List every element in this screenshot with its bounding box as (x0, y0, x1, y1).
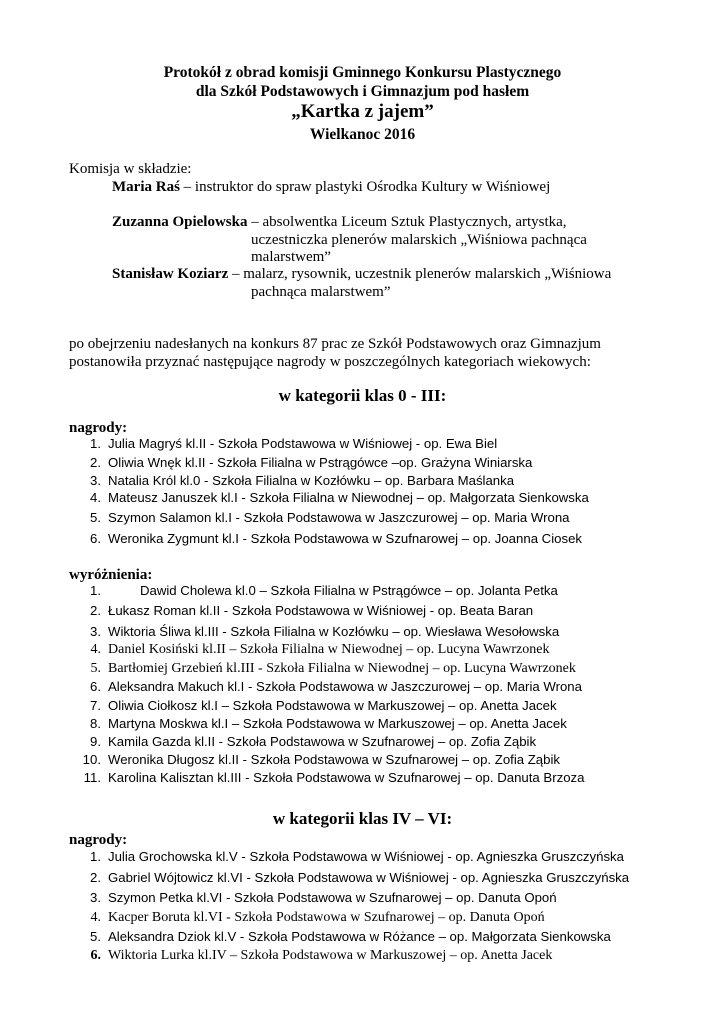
list-item: 5. Aleksandra Dziok kl.V - Szkoła Podstawowa w Różance – op. Małgorzata Sienkowska (90, 929, 611, 944)
list-item: 11. Karolina Kalisztan kl.III - Szkoła Podstawowa w Szufnarowej – op. Danuta Brzoza (83, 770, 585, 785)
list-item: 1. Julia Grochowska kl.V - Szkoła Podstawowa w Wiśniowej - op. Agnieszka Gruszczyńska (90, 849, 624, 864)
list-item: 5. Szymon Salamon kl.I - Szkoła Podstawowa w Jaszczurowej – op. Maria Wrona (90, 510, 570, 525)
list-item: 6. Aleksandra Makuch kl.I - Szkoła Podstawowa w Jaszczurowej – op. Maria Wrona (90, 679, 582, 694)
member-desc: – absolwentka Liceum Sztuk Plastycznych, artystka, (247, 214, 567, 230)
list-item: 1. Julia Magryś kl.II - Szkoła Podstawowa w Wiśniowej - op. Ewa Biel (90, 436, 498, 451)
list-item: 7. Oliwia Ciołkosz kl.I – Szkoła Podstawowa w Markuszowej – op. Anetta Jacek (90, 698, 557, 713)
statement-line-1: po obejrzeniu nadesłanych na konkurs 87 prac ze Szkół Podstawowych oraz Gimnazjum (69, 336, 601, 352)
commission-intro: Komisja w składzie: (69, 161, 192, 177)
member-desc: – malarz, rysownik, uczestnik plenerów malarskich „Wiśniowa (228, 266, 612, 282)
member-desc-cont: malarstwem” (251, 249, 331, 265)
commission-member-1 (112, 179, 550, 196)
commission-member-3 (112, 266, 611, 283)
list-item: 6. Wiktoria Lurka kl.IV – Szkoła Podstawowa w Markuszowej – op. Anetta Jacek (90, 948, 553, 963)
list-item: 3. Szymon Petka kl.VI - Szkoła Podstawowa w Szufnarowej – op. Danuta Opoń (90, 890, 557, 905)
title-line-2: dla Szkół Podstawowych i Gimnazjum pod hasłem (195, 83, 530, 100)
mentions-label: wyróżnienia: (69, 567, 153, 583)
awards-label: nagrody: (69, 832, 128, 848)
awards-label: nagrody: (69, 420, 128, 436)
member-name: Stanisław Koziarz (112, 266, 229, 282)
list-item: 2. Oliwia Wnęk kl.II - Szkoła Filialna w Pstrągówce –op. Grażyna Winiarska (90, 455, 533, 470)
list-item: 10. Weronika Długosz kl.II - Szkoła Podstawowa w Szufnarowej – op. Zofia Ząbik (82, 752, 560, 767)
occasion: Wielkanoc 2016 (309, 126, 416, 143)
member-name: Maria Raś (112, 179, 180, 195)
member-name: Zuzanna Opielowska (112, 214, 248, 230)
motto: „Kartka z jajem” (291, 101, 434, 122)
title-line-1: Protokół z obrad komisji Gminnego Konkursu Plastycznego (163, 64, 562, 81)
list-item: 4. Daniel Kosiński kl.II – Szkoła Filialna w Niewodnej – op. Lucyna Wawrzonek (90, 642, 550, 657)
list-item: 1. Dawid Cholewa kl.0 – Szkoła Filialna w Pstrągówce – op. Jolanta Petka (90, 583, 558, 598)
list-item: 4. Kacper Boruta kl.VI - Szkoła Podstawowa w Szufnarowej – op. Danuta Opoń (90, 910, 545, 925)
list-item: 2. Gabriel Wójtowicz kl.VI - Szkoła Podstawowa w Wiśniowej - op. Agnieszka Gruszczyńska (90, 870, 630, 885)
list-item: 4. Mateusz Januszek kl.I - Szkoła Filialna w Niewodnej – op. Małgorzata Sienkowska (90, 490, 589, 505)
commission-member-2 (112, 214, 567, 231)
list-item: 9. Kamila Gazda kl.II - Szkoła Podstawowa w Szufnarowej – op. Zofia Ząbik (90, 734, 537, 749)
list-item: 5. Bartłomiej Grzebień kl.III - Szkoła Filialna w Niewodnej – op. Lucyna Wawrzonek (90, 661, 576, 676)
list-item: 2. Łukasz Roman kl.II - Szkoła Podstawowa w Wiśniowej - op. Beata Baran (90, 603, 534, 618)
category-title: w kategorii klas 0 - III: (278, 386, 447, 405)
category-title: w kategorii klas IV – VI: (272, 809, 453, 828)
list-item: 6. Weronika Zygmunt kl.I - Szkoła Podstawowa w Szufnarowej – op. Joanna Ciosek (90, 531, 582, 546)
list-item: 3. Wiktoria Śliwa kl.III - Szkoła Filialna w Kozłówku – op. Wiesława Wesołowska (90, 624, 560, 639)
list-item: 3. Natalia Król kl.0 - Szkoła Filialna w Kozłówku – op. Barbara Maślanka (90, 473, 515, 488)
member-desc: – instruktor do spraw plastyki Ośrodka Kultury w Wiśniowej (179, 179, 551, 195)
member-desc-cont: uczestniczka plenerów malarskich „Wiśniowa pachnąca (251, 232, 587, 248)
list-item: 8. Martyna Moskwa kl.I – Szkoła Podstawowa w Markuszowej – op. Anetta Jacek (90, 716, 567, 731)
statement-line-2: postanowiła przyznać następujące nagrody w poszczególnych kategoriach wiekowych: (69, 354, 591, 370)
member-desc-cont: pachnąca malarstwem” (251, 284, 391, 300)
